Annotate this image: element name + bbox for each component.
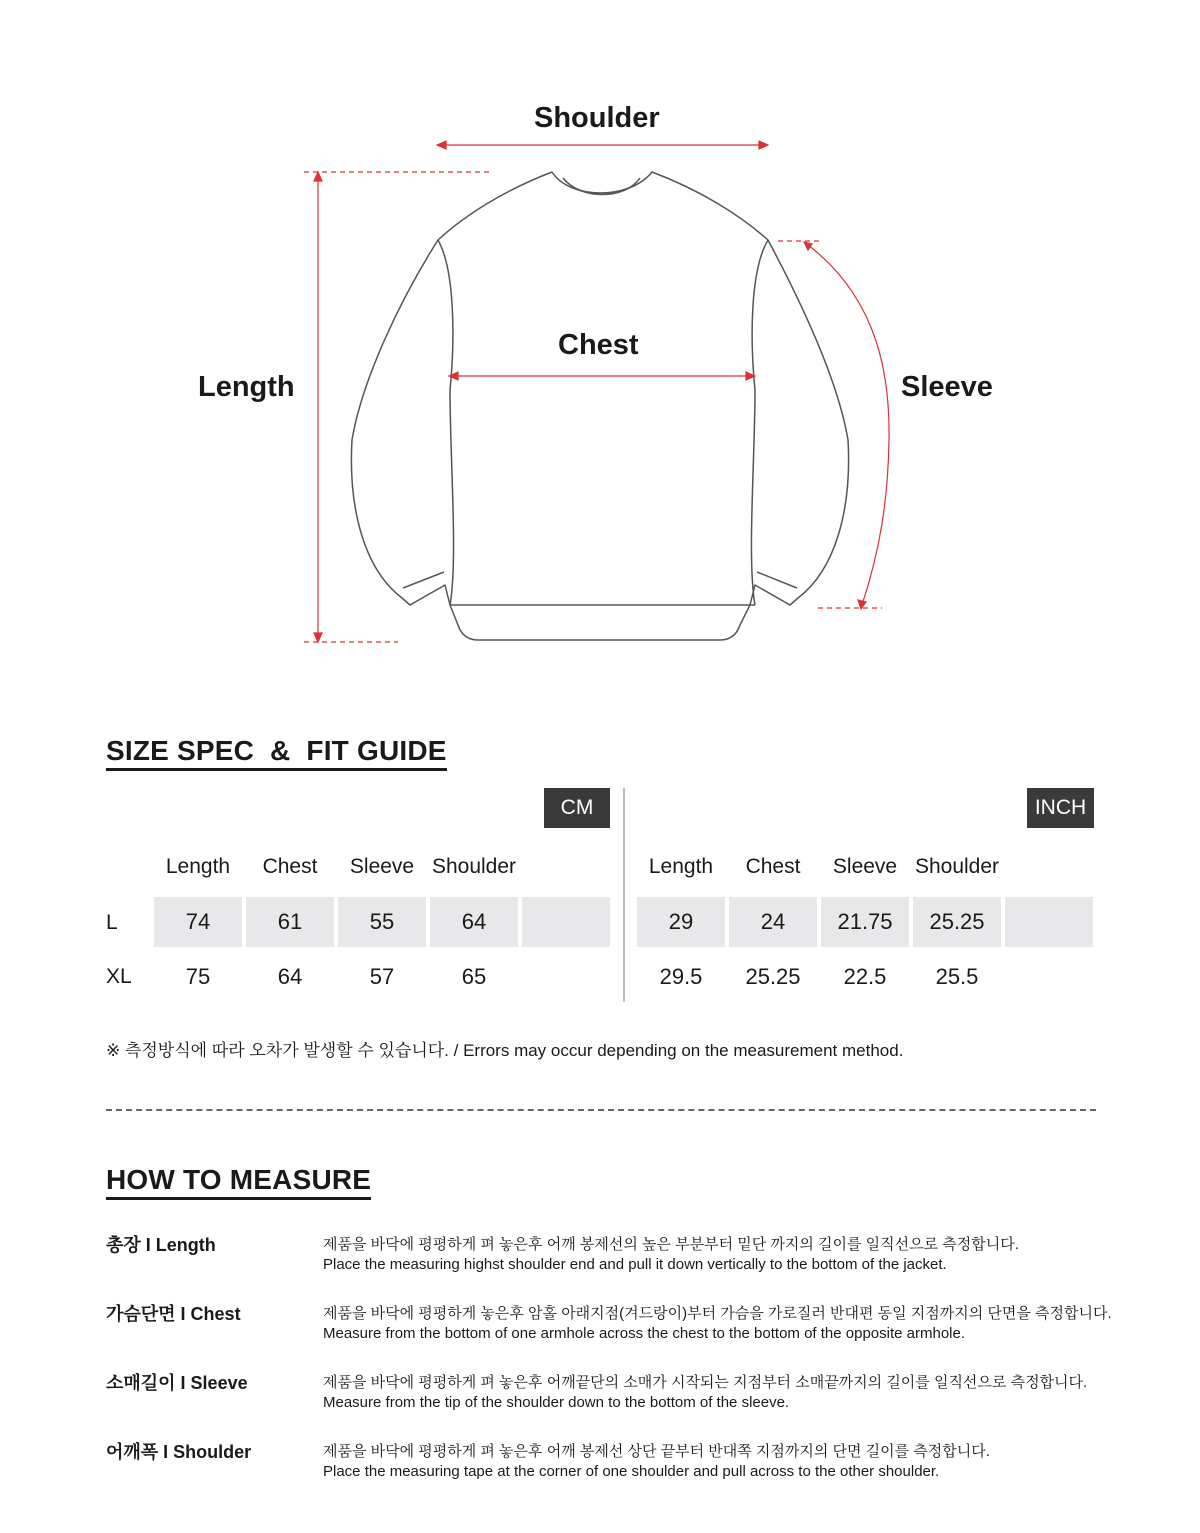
inch-l-chest: 24 xyxy=(729,897,817,947)
cm-unit-badge: CM xyxy=(544,788,610,828)
inch-l-sleeve: 21.75 xyxy=(821,897,909,947)
measure-en-shoulder: Place the measuring tape at the corner of one shoulder and pull across to the other shoulder. xyxy=(323,1463,940,1480)
sweatshirt-outline xyxy=(351,172,848,640)
cm-xl-sleeve: 57 xyxy=(369,964,395,989)
chest-label: Chest xyxy=(558,329,639,361)
shoulder-label: Shoulder xyxy=(534,102,660,134)
inch-xl-chest: 25.25 xyxy=(745,964,801,989)
cm-header-shoulder: Shoulder xyxy=(431,855,517,878)
section-divider xyxy=(106,1109,1096,1111)
cm-l-length: 74 xyxy=(154,897,242,947)
inch-xl-shoulder: 25.5 xyxy=(935,964,979,989)
cm-l-empty xyxy=(522,897,610,947)
inch-l-shoulder: 25.25 xyxy=(913,897,1001,947)
how-to-measure-title: HOW TO MEASURE xyxy=(106,1164,371,1200)
cm-header-chest: Chest xyxy=(262,855,318,878)
cm-xl-chest: 64 xyxy=(277,964,303,989)
inch-l-empty xyxy=(1005,897,1093,947)
length-measure-line xyxy=(304,172,490,642)
inch-header-length: Length xyxy=(648,855,714,878)
measure-en-length: Place the measuring highst shoulder end and pull it down vertically to the bottom of the jacket. xyxy=(323,1256,947,1273)
cm-xl-length: 75 xyxy=(185,964,211,989)
cm-xl-shoulder: 65 xyxy=(461,964,487,989)
length-label: Length xyxy=(198,371,295,403)
unit-divider xyxy=(623,788,625,1002)
measure-en-chest: Measure from the bottom of one armhole across the chest to the bottom of the opposite armhole. xyxy=(323,1325,966,1342)
measure-ko-length: 제품을 바닥에 평평하게 펴 놓은후 어깨 봉제선의 높은 부분부터 밑단 까지의 길이를 일직선으로 측정합니다. xyxy=(323,1236,1019,1253)
inch-header-sleeve: Sleeve xyxy=(832,855,898,878)
measurement-note: ※ 측정방식에 따라 오차가 발생할 수 있습니다. / Errors may occur depending on the measurement method. xyxy=(106,1041,904,1060)
measure-ko-chest: 제품을 바닥에 평평하게 놓은후 암홀 아래지점(겨드랑이)부터 가슴을 가로질러 반대편 동일 지점까지의 단면을 측정합니다. xyxy=(323,1305,1112,1322)
chest-measure-line xyxy=(449,372,755,380)
cm-header-length: Length xyxy=(165,855,231,878)
inch-l-length: 29 xyxy=(637,897,725,947)
cm-l-sleeve: 55 xyxy=(338,897,426,947)
measure-ko-sleeve: 제품을 바닥에 평평하게 펴 놓은후 어깨끝단의 소매가 시작되는 지점부터 소매끝까지의 길이를 일직선으로 측정합니다. xyxy=(323,1374,1088,1391)
inch-header-shoulder: Shoulder xyxy=(914,855,1000,878)
measure-label-length: 총장 I Length xyxy=(106,1235,216,1255)
sleeve-measure-line xyxy=(778,241,889,609)
measure-label-sleeve: 소매길이 I Sleeve xyxy=(106,1373,248,1393)
cm-l-chest: 61 xyxy=(246,897,334,947)
measure-label-shoulder: 어깨폭 I Shoulder xyxy=(106,1442,252,1462)
measure-ko-shoulder: 제품을 바닥에 평평하게 펴 놓은후 어깨 봉제선 상단 끝부터 반대쪽 지점까지의 단면 길이를 측정합니다. xyxy=(323,1443,990,1460)
size-label-xl: XL xyxy=(106,965,132,988)
inch-header-chest: Chest xyxy=(745,855,801,878)
measure-label-chest: 가슴단면 I Chest xyxy=(106,1304,241,1324)
size-spec-title: SIZE SPEC & FIT GUIDE xyxy=(106,735,447,771)
sleeve-label: Sleeve xyxy=(901,371,993,403)
cm-l-shoulder: 64 xyxy=(430,897,518,947)
inch-xl-sleeve: 22.5 xyxy=(843,964,887,989)
cm-header-sleeve: Sleeve xyxy=(349,855,415,878)
measure-en-sleeve: Measure from the tip of the shoulder down to the bottom of the sleeve. xyxy=(323,1394,790,1411)
inch-unit-badge: INCH xyxy=(1027,788,1094,828)
inch-xl-length: 29.5 xyxy=(659,964,703,989)
size-label-l: L xyxy=(106,911,118,934)
shoulder-measure-line xyxy=(437,141,768,149)
